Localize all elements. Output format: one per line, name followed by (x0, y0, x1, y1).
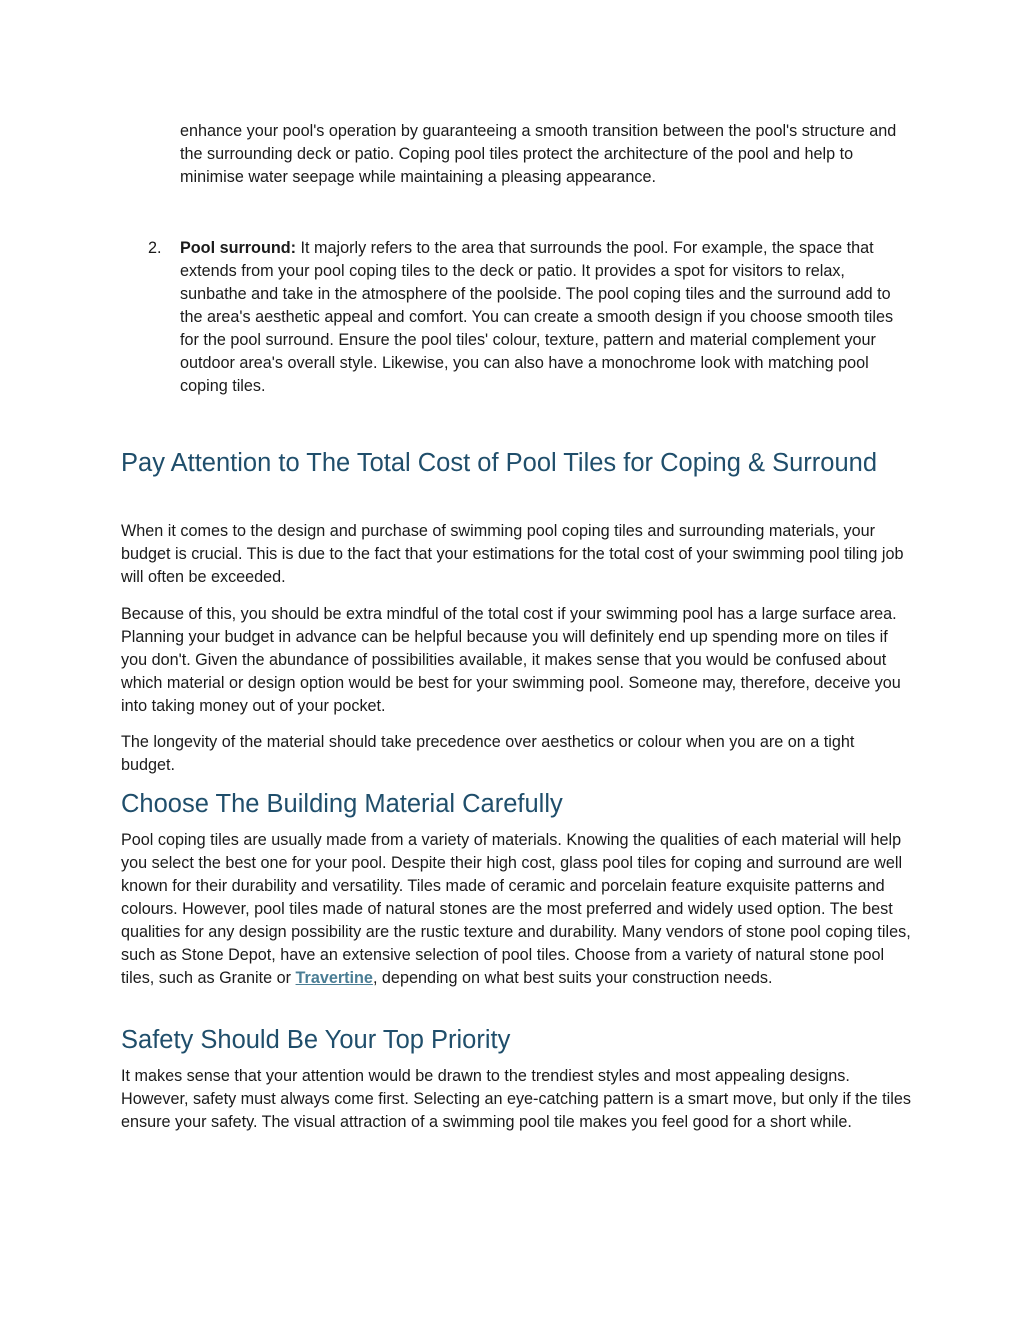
intro-continuation-paragraph: enhance your pool's operation by guaranteeing a smooth transition between the pool's structure and the surrounding deck or patio. Coping pool tiles protect the architecture of the pool and help to minimise water seepage while maintaining a pleasing appearance. (180, 122, 897, 186)
list-item-text: It majorly refers to the area that surrounds the pool. For example, the space that extends from your pool coping tiles to the deck or patio. It provides a spot for visitors to relax, sunbathe and take in the atmosphere of the poolside. The pool coping tiles and the surround add to the area's aesthetic appeal and comfort. You can create a smooth design if you choose smooth tiles for the pool surround. Ensure the pool tiles' colour, texture, pattern and material complement your outdoor area's overall style. Likewise, you can also have a monochrome look with matching pool coping tiles. (180, 239, 894, 395)
material-text-after-link: , depending on what best suits your construction needs. (372, 969, 773, 987)
list-item-pool-surround (180, 237, 910, 398)
heading-safety: Safety Should Be Your Top Priority (121, 1026, 511, 1054)
material-text-before-link: Pool coping tiles are usually made from a variety of materials. Knowing the qualities of each material will help you select the best one for your pool. Despite their high cost, glass pool tiles for coping and surround are well known for their durability and versatility. Tiles made of ceramic and porcelain feature exquisite patterns and colours. However, pool tiles made of natural stones are the most preferred and widely used option. The best qualities for any design possibility are the rustic texture and durability. Many vendors of stone pool coping tiles, such as Stone Depot, have an extensive selection of pool tiles. Choose from a variety of natural stone pool tiles, such as Granite or (121, 831, 911, 987)
heading-building-material: Choose The Building Material Carefully (121, 790, 563, 818)
cost-paragraph-3: The longevity of the material should take precedence over aesthetics or colour when you are on a tight budget. (121, 733, 855, 774)
cost-paragraph-2: Because of this, you should be extra mindful of the total cost if your swimming pool has a large surface area. Planning your budget in advance can be helpful because you will definitely end up spending more on tiles if you don't. Given the abundance of possibilities available, it makes sense that you would be confused about which material or design option would be best for your swimming pool. Someone may, therefore, deceive you into taking money out of your pocket. (121, 605, 901, 715)
travertine-link[interactable]: Travertine (295, 969, 373, 987)
safety-paragraph: It makes sense that your attention would be drawn to the trendiest styles and most appealing designs. However, safety must always come first. Selecting an eye-catching pattern is a smart move, but only if the tiles ensure your safety. The visual attraction of a swimming pool tile makes you feel good for a short while. (121, 1067, 911, 1131)
list-item-number: 2. (148, 239, 162, 257)
material-paragraph (121, 829, 911, 990)
heading-total-cost: Pay Attention to The Total Cost of Pool Tiles for Coping & Surround (121, 449, 877, 477)
list-item-term: Pool surround: (180, 239, 296, 257)
cost-paragraph-1: When it comes to the design and purchase of swimming pool coping tiles and surrounding materials, your budget is crucial. This is due to the fact that your estimations for the total cost of your swimming pool tiling job will often be exceeded. (121, 522, 904, 586)
